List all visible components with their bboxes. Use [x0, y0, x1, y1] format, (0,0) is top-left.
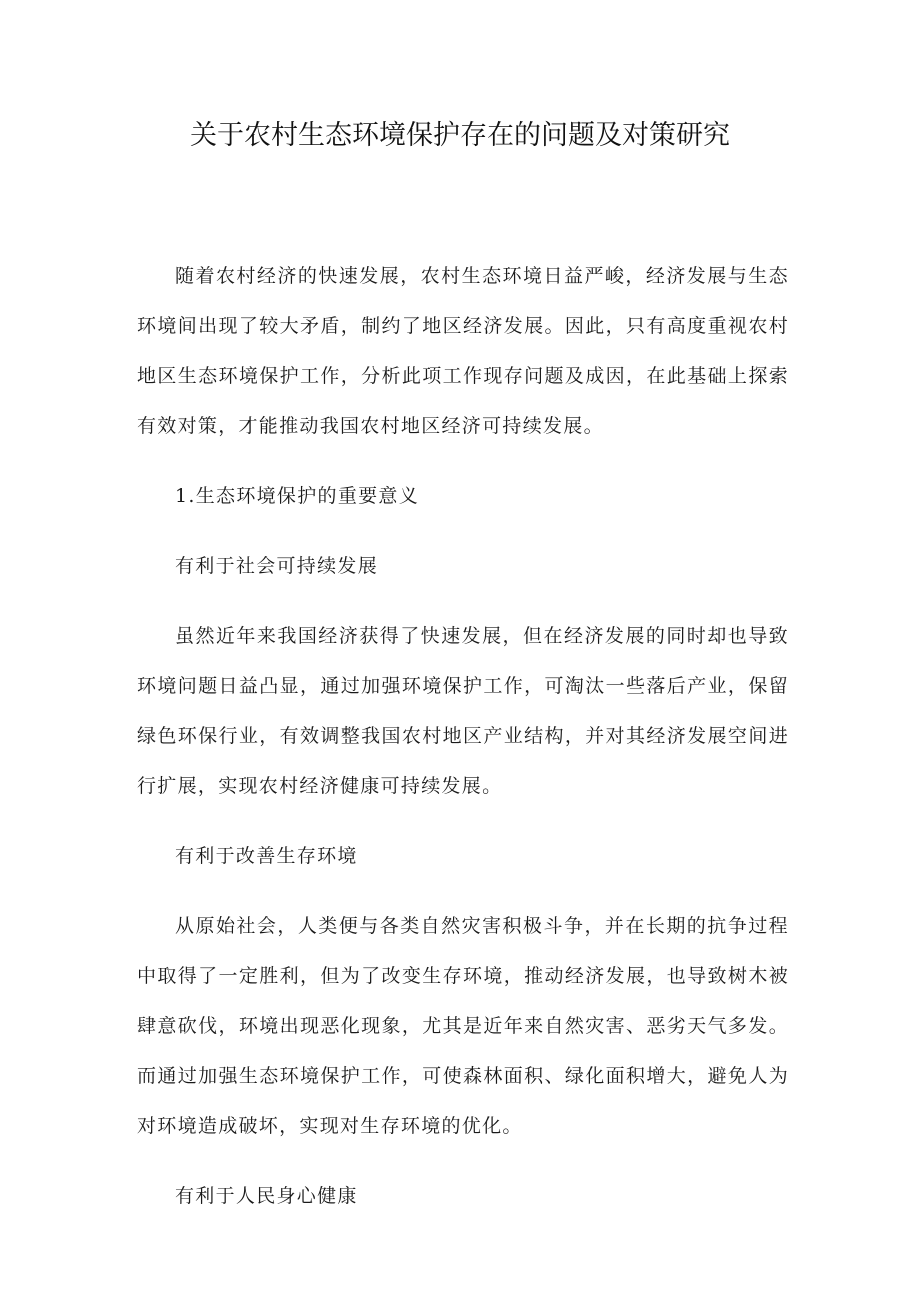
paragraph-living-environment: 从原始社会，人类便与各类自然灾害积极斗争，并在长期的抗争过程中取得了一定胜利，但为了改变生存环境，推动经济发展，也导致树木被肆意砍伐，环境出现恶化现象，尤其是近年来自然灾害、恶劣天气多发。而通过加强生态环境保护工作，可使森林面积、绿化面积增大，避免人为对环境造成破坏，实现对生存环境的优化。 [137, 915, 789, 1137]
section-heading-significance: 1.生态环境保护的重要意义 [175, 485, 420, 507]
subheading-public-health: 有利于人民身心健康 [175, 1185, 358, 1207]
document-title: 关于农村生态环境保护存在的问题及对策研究 [190, 120, 730, 151]
paragraph-sustainable-development: 虽然近年来我国经济获得了快速发展，但在经济发展的同时却也导致环境问题日益凸显，通过加强环境保护工作，可淘汰一些落后产业，保留绿色环保行业，有效调整我国农村地区产业结构，并对其经济发展空间进行扩展，实现农村经济健康可持续发展。 [137, 625, 789, 797]
paragraph-intro: 随着农村经济的快速发展，农村生态环境日益严峻，经济发展与生态环境间出现了较大矛盾，制约了地区经济发展。因此，只有高度重视农村地区生态环境保护工作，分析此项工作现存问题及成因，在此基础上探索有效对策，才能推动我国农村地区经济可持续发展。 [137, 265, 789, 437]
subheading-sustainable-development: 有利于社会可持续发展 [175, 555, 379, 577]
document-body [137, 251, 789, 1221]
subheading-living-environment: 有利于改善生存环境 [175, 845, 358, 867]
